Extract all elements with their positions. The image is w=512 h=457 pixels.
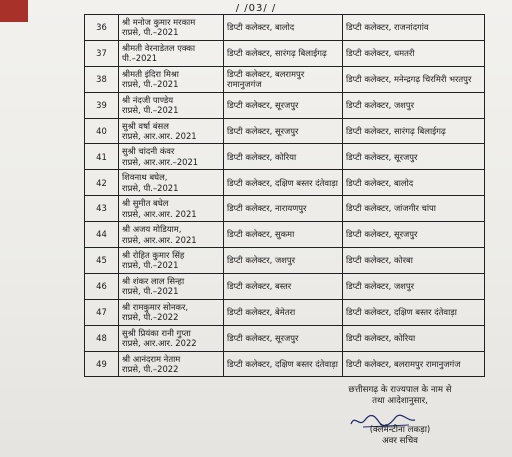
current-posting-cell: डिप्टी कलेक्टर, सारंगढ़ बिलाईगढ़	[224, 40, 343, 66]
officer-name-cell	[119, 196, 224, 222]
page-number: / /03/ /	[235, 3, 277, 14]
current-posting-cell: डिप्टी कलेक्टर, बालोद	[224, 15, 343, 41]
new-posting-cell: डिप्टी कलेक्टर, सूरजपुर	[343, 144, 485, 170]
officer-service-batch: राप्रसे, आर.आर. 2021	[122, 131, 197, 141]
officer-service-batch: राप्रसे, पी.–2022	[122, 312, 179, 323]
table-row	[85, 144, 485, 170]
officer-name: श्री रामकुमार सोनकर,	[122, 301, 189, 312]
officer-name-cell	[119, 15, 224, 41]
officer-name: श्री नंदजी पाण्डेय	[122, 94, 174, 105]
officer-name-cell	[119, 351, 224, 377]
officer-service-batch: राप्रसे, पी.–2021	[122, 105, 179, 116]
serial-number-cell: 46	[85, 273, 119, 299]
officer-name: सुश्री प्रियंका रानी गुप्ता	[122, 327, 191, 338]
table-row	[85, 170, 485, 196]
current-posting-cell: डिप्टी कलेक्टर, कोरिया	[224, 144, 343, 170]
officer-service-batch: राप्रसे, आर.आर.–2021	[122, 156, 199, 167]
new-posting-cell: डिप्टी कलेक्टर, जशपुर	[343, 92, 485, 118]
serial-number-cell: 41	[85, 144, 119, 170]
serial-number-cell: 37	[85, 40, 119, 66]
new-posting-cell: डिप्टी कलेक्टर, जशपुर	[343, 273, 485, 299]
table-row	[85, 222, 485, 248]
officer-service-batch: पी.–2021	[122, 53, 158, 64]
new-posting-cell: डिप्टी कलेक्टर, कोरिया	[343, 325, 485, 351]
officer-name: सुश्री वर्षा बंसल	[122, 120, 169, 131]
officer-service-batch: राप्रसे, पी.–2021	[122, 286, 179, 297]
table-row	[85, 92, 485, 118]
table-row	[85, 248, 485, 274]
table-row	[85, 299, 485, 325]
current-posting-cell: डिप्टी कलेक्टर, सुकमा	[224, 222, 343, 248]
officer-name: सुश्री चांदनी कंवर	[122, 146, 175, 157]
officer-name: श्री मनोज कुमार मरकाम	[122, 16, 196, 27]
table-row	[85, 273, 485, 299]
new-posting-cell: डिप्टी कलेक्टर, दक्षिण बस्तर दंतेवाड़ा	[343, 299, 485, 325]
serial-number-cell: 36	[85, 15, 119, 41]
officer-service-batch: राप्रसे, आर.आर. 2022	[122, 338, 197, 349]
officer-name: श्री अजय मोडियाम,	[122, 224, 182, 235]
officer-name-cell	[119, 325, 224, 351]
officer-name: श्रीमती इंदिरा मिश्रा	[122, 68, 179, 79]
serial-number-cell: 38	[85, 66, 119, 92]
serial-number-cell: 49	[85, 351, 119, 377]
officer-name-cell	[119, 170, 224, 196]
current-posting-cell: डिप्टी कलेक्टर, जशपुर	[224, 248, 343, 274]
serial-number-cell: 43	[85, 196, 119, 222]
serial-number-cell: 42	[85, 170, 119, 196]
current-posting-cell: डिप्टी कलेक्टर, बस्तर	[224, 273, 343, 299]
officer-name-cell	[119, 144, 224, 170]
officer-service-batch: राप्रसे, आर.आर. 2021	[122, 234, 197, 245]
officer-name-cell	[119, 299, 224, 325]
current-posting-cell: डिप्टी कलेक्टर, दक्षिण बस्तर दंतेवाड़ा	[224, 170, 343, 196]
new-posting-cell: डिप्टी कलेक्टर, धमतरी	[343, 40, 485, 66]
authority-line-2: तथा आदेशानुसार,	[372, 396, 428, 406]
signatory-designation: अवर सचिव	[382, 436, 418, 446]
officer-service-batch: राप्रसे, पी.–2021	[122, 260, 179, 271]
current-posting-cell: डिप्टी कलेक्टर, सूरजपुर	[224, 325, 343, 351]
officer-service-batch: राप्रसे, आर.आर. 2021	[122, 208, 197, 219]
current-posting-cell: डिप्टी कलेक्टर, बलरामपुर रामानुजगंज	[224, 66, 343, 92]
officer-name-cell	[119, 66, 224, 92]
table-row	[85, 325, 485, 351]
table-row	[85, 66, 485, 92]
new-posting-cell: डिप्टी कलेक्टर, सारंगढ़ बिलाईगढ़	[343, 118, 485, 144]
order-authority	[300, 385, 500, 407]
current-posting-cell: डिप्टी कलेक्टर, दक्षिण बस्तर दंतेवाड़ा	[224, 351, 343, 377]
officer-name-cell	[119, 273, 224, 299]
officer-service-batch: राप्रसे, पी.–2021	[122, 182, 179, 193]
serial-number-cell: 48	[85, 325, 119, 351]
officer-name-cell	[119, 222, 224, 248]
officer-name-cell	[119, 248, 224, 274]
officer-name-cell	[119, 92, 224, 118]
new-posting-cell: डिप्टी कलेक्टर, जांजगीर चांपा	[343, 196, 485, 222]
table-row	[85, 196, 485, 222]
officer-name-cell	[119, 40, 224, 66]
officer-name: श्रीमती वेरनाडेतल एक्का	[122, 42, 196, 53]
authority-line-1: छत्तीसगढ़ के राज्यपाल के नाम से	[348, 385, 452, 395]
table-row	[85, 40, 485, 66]
signatory-name: (क्लेमेन्टीना लकड़ा)	[369, 425, 431, 435]
table-row	[85, 118, 485, 144]
officer-name: श्री आनंदराम नेताम	[122, 353, 181, 364]
new-posting-cell: डिप्टी कलेक्टर, सूरजपुर	[343, 222, 485, 248]
new-posting-cell: डिप्टी कलेक्टर, कोरबा	[343, 248, 485, 274]
officer-service-batch: राप्रसे, पी.–2021	[122, 79, 179, 90]
current-posting-cell: डिप्टी कलेक्टर, बेमेतरा	[224, 299, 343, 325]
transfer-table	[84, 14, 485, 377]
new-posting-cell: डिप्टी कलेक्टर, बलरामपुर रामानुजगंज	[343, 351, 485, 377]
table-row	[85, 15, 485, 41]
current-posting-cell: डिप्टी कलेक्टर, सूरजपुर	[224, 118, 343, 144]
new-posting-cell: डिप्टी कलेक्टर, मनेन्द्रगढ़ चिरमिरी भरतपुर	[343, 66, 485, 92]
serial-number-cell: 47	[85, 299, 119, 325]
officer-service-batch: राप्रसे, पी.–2022	[122, 364, 179, 375]
officer-name-cell	[119, 118, 224, 144]
officer-name: श्री सुमीत बघेल	[122, 198, 169, 209]
serial-number-cell: 39	[85, 92, 119, 118]
officer-name: श्री रोहित कुमार सिंह	[122, 249, 185, 260]
current-posting-cell: डिप्टी कलेक्टर, सूरजपुर	[224, 92, 343, 118]
serial-number-cell: 45	[85, 248, 119, 274]
serial-number-cell: 40	[85, 118, 119, 144]
new-posting-cell: डिप्टी कलेक्टर, राजनांदगांव	[343, 15, 485, 41]
new-posting-cell: डिप्टी कलेक्टर, बालोद	[343, 170, 485, 196]
serial-number-cell: 44	[85, 222, 119, 248]
table-body	[85, 15, 485, 377]
officer-service-batch: राप्रसे, पी.–2021	[122, 27, 179, 38]
current-posting-cell: डिप्टी कलेक्टर, नारायणपुर	[224, 196, 343, 222]
signatory-block	[300, 425, 500, 447]
officer-name: श्री शंकर लाल सिन्हा	[122, 275, 185, 286]
table-row	[85, 351, 485, 377]
officer-name: शिवनाथ बघेल,	[122, 172, 168, 183]
